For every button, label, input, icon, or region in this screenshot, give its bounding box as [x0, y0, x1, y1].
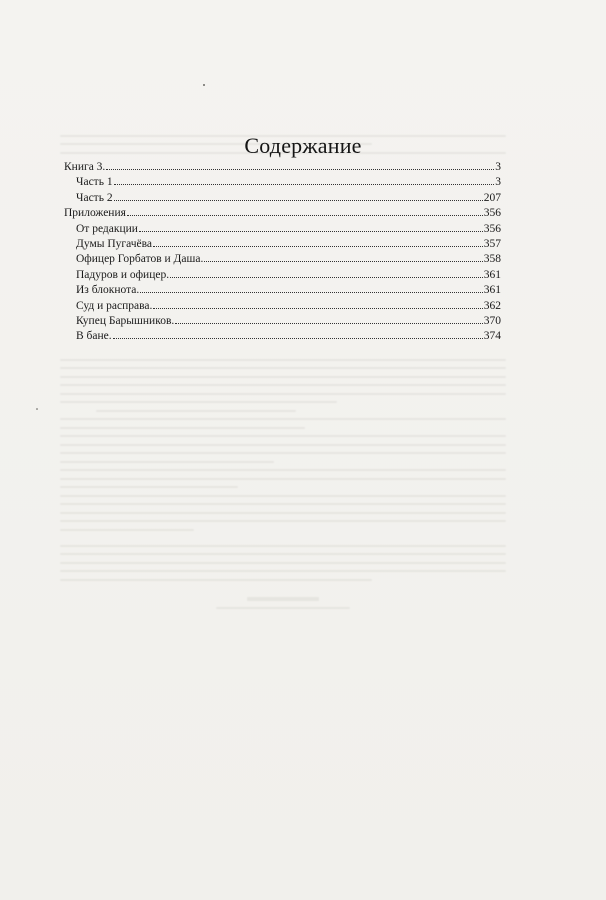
toc-entry-page-number: 374: [483, 330, 501, 343]
toc-entry-page-number: 361: [483, 284, 501, 297]
toc-leader-dots: [204, 252, 482, 262]
toc-entry-title: Приложения: [64, 207, 126, 220]
toc-leader-dots: [140, 283, 482, 293]
toc-entry: [64, 160, 501, 175]
toc-entry-title: Книга 3.: [64, 161, 106, 173]
toc-leader-dots: [139, 222, 483, 232]
toc-entry: [64, 252, 501, 267]
toc-entry: [64, 175, 501, 190]
toc-leader-dots: [153, 299, 482, 309]
toc-entry-page-number: 357: [483, 237, 501, 250]
toc-entry-title: В бане.: [76, 330, 112, 343]
page-title: Содержание: [244, 132, 362, 158]
toc-leader-dots: [170, 268, 483, 278]
toc-entry-page-number: 356: [483, 207, 501, 220]
toc-entry-page-number: 362: [483, 299, 501, 312]
toc-entry-title: Падуров и офицер.: [76, 268, 170, 281]
toc-entry-title: Купец Барышников.: [76, 314, 175, 327]
toc-entry: [64, 283, 501, 298]
paper-speck: [36, 408, 38, 410]
toc-entry-page-number: 207: [483, 191, 501, 204]
toc-entry-title: Суд и расправа.: [76, 299, 153, 312]
toc-leader-dots: [106, 160, 494, 170]
toc-entry: [64, 299, 501, 314]
toc-entry-page-number: 370: [483, 314, 501, 327]
toc-leader-dots: [113, 329, 483, 339]
toc-leader-dots: [114, 175, 495, 185]
toc-entry: [64, 268, 501, 283]
toc-entry: [64, 237, 501, 252]
toc-leader-dots: [153, 237, 483, 247]
toc-entry-title: Думы Пугачёва: [76, 237, 153, 250]
toc-entry-page-number: 3: [495, 176, 501, 189]
toc-entry: [64, 329, 501, 344]
toc-entry-title: Из блокнота.: [76, 284, 140, 297]
toc-leader-dots: [114, 191, 483, 201]
table-of-contents: [64, 160, 501, 345]
toc-entry: [64, 191, 501, 206]
toc-entry-page-number: 361: [483, 268, 501, 281]
toc-entry: [64, 206, 501, 221]
toc-entry-title: Офицер Горбатов и Даша.: [76, 253, 204, 266]
toc-entry: [64, 222, 501, 237]
toc-entry-title: Часть 1: [76, 176, 113, 189]
toc-entry-page-number: 358: [483, 253, 501, 266]
toc-entry-page-number: 356: [483, 222, 501, 235]
bleed-through-lower: [60, 352, 506, 615]
toc-entry-title: От редакции: [76, 222, 138, 235]
toc-leader-dots: [127, 206, 483, 216]
toc-leader-dots: [175, 314, 483, 324]
toc-entry-page-number: 3: [495, 161, 501, 173]
toc-entry: [64, 314, 501, 329]
toc-entry-title: Часть 2: [76, 191, 113, 204]
paper-speck: [203, 84, 205, 86]
